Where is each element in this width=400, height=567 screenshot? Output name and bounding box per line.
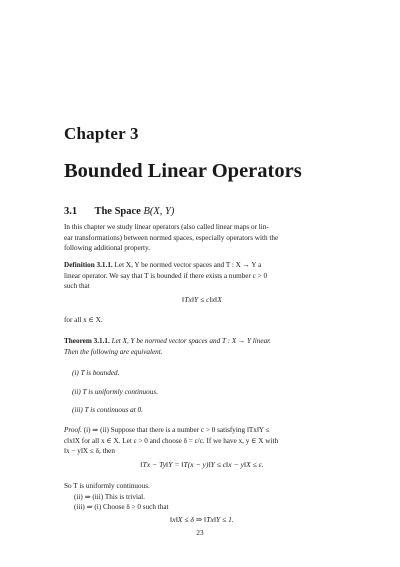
definition-after bbox=[64, 315, 340, 326]
chapter-label: Chapter 3 bbox=[64, 124, 139, 143]
proof-line: (ii) ⇒ (iii) This is trivial. bbox=[74, 492, 145, 501]
proof-block bbox=[64, 425, 340, 457]
proof-line: c‖x‖X for all x ∈ X. Let ε > 0 and choose δ = ε/c. If we have x, y ∈ X with bbox=[64, 436, 279, 445]
definition-line bbox=[64, 260, 340, 271]
proof-text: (i) ⇒ (ii) Suppose that there is a number c > 0 satisfying ‖Tx‖Y ≤ bbox=[83, 426, 270, 434]
proof-line bbox=[64, 425, 340, 436]
chapter-title: Bounded Linear Operators bbox=[64, 160, 302, 182]
definition-after-line: for all x ∈ X. bbox=[64, 316, 103, 324]
section-heading bbox=[64, 206, 174, 217]
theorem-block bbox=[64, 336, 340, 357]
proof-continuation bbox=[64, 481, 340, 513]
theorem-label: Theorem 3.1.1. bbox=[64, 337, 110, 345]
intro-line: In this chapter we study linear operators (also called linear maps or lin- bbox=[64, 223, 269, 231]
proof-label: Proof. bbox=[64, 426, 82, 434]
definition-text: Let X, Y be normed vector spaces and T : X → Y a bbox=[114, 261, 262, 269]
proof-formula: ‖x‖X ≤ δ ⇒ ‖Tx‖Y ≤ 1. bbox=[170, 515, 234, 524]
definition-label: Definition 3.1.1. bbox=[64, 261, 113, 269]
intro-paragraph bbox=[64, 222, 340, 254]
theorem-text: Let X, Y be normed vector spaces and T : X → Y linear. bbox=[111, 337, 271, 345]
intro-line: following additional property. bbox=[64, 244, 150, 253]
section-number: 3.1 bbox=[64, 206, 78, 217]
page-number: 23 bbox=[196, 529, 204, 537]
proof-formula: ‖Tx − Ty‖Y = ‖T(x − y)‖Y ≤ c‖x − y‖X ≤ ε. bbox=[140, 460, 264, 469]
theorem-item: (ii) T is uniformly continuous. bbox=[72, 388, 158, 396]
proof-line: ‖x − y‖X ≤ δ, then bbox=[64, 447, 115, 456]
definition-formula: ‖Tx‖Y ≤ c‖x‖X bbox=[182, 295, 222, 304]
proof-line: (iii) ⇒ (i) Choose δ > 0 such that bbox=[74, 503, 169, 512]
section-title-math: B(X, Y) bbox=[143, 206, 175, 217]
definition-block bbox=[64, 260, 340, 292]
theorem-line: Then the following are equivalent. bbox=[64, 347, 163, 356]
theorem-line bbox=[64, 336, 340, 347]
theorem-item: (i) T is bounded. bbox=[72, 369, 120, 377]
section-title-prefix: The Space bbox=[94, 206, 141, 217]
definition-line: linear operator. We say that T is bounded if there exists a number c > 0 bbox=[64, 271, 268, 280]
proof-line: So T is uniformly continuous. bbox=[64, 482, 150, 490]
definition-line: such that bbox=[64, 282, 90, 291]
intro-line: ear transformations) between normed spaces, especially operators with the bbox=[64, 233, 279, 242]
theorem-item: (iii) T is continuous at 0. bbox=[72, 406, 143, 414]
